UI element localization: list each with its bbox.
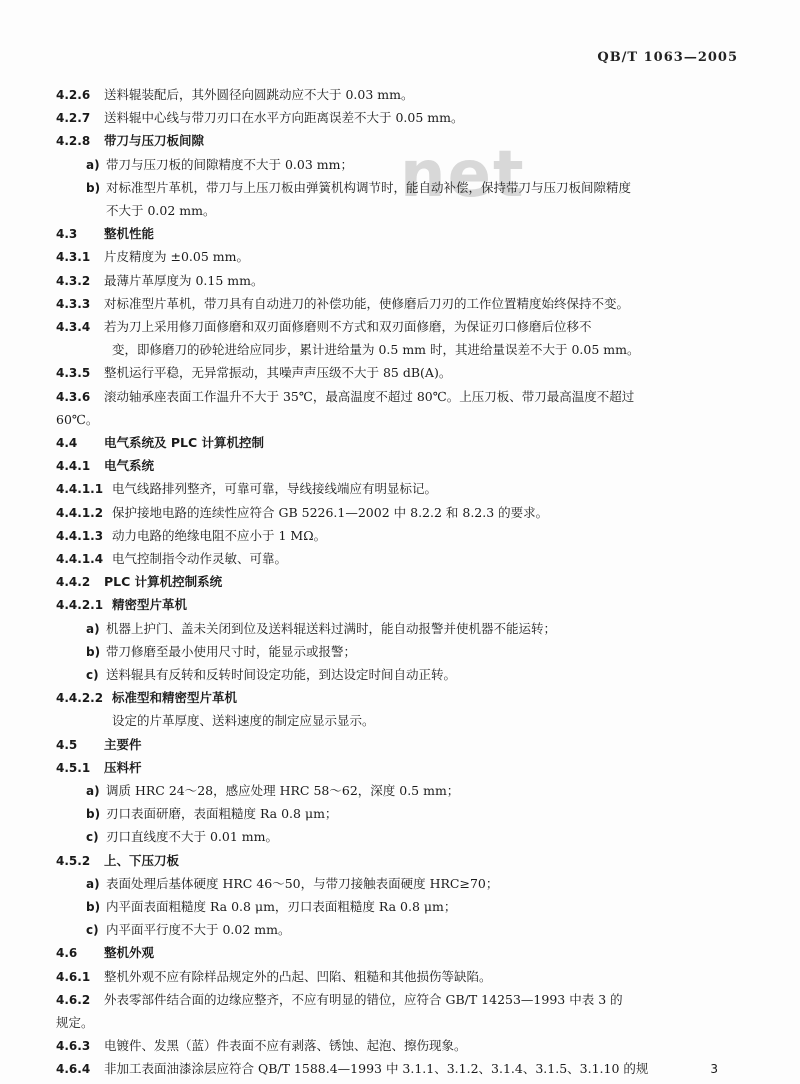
clause-line [0,155,800,175]
clause-text: 电镀件、发黑（蓝）件表面不应有剥落、锈蚀、起泡、擦伤现象。 [104,1038,467,1054]
clause-text: 整机外观不应有除样品规定外的凸起、凹陷、粗糙和其他损伤等缺陷。 [104,968,492,984]
clause-line [0,526,800,546]
clause-text: 动力电路的绝缘电阻不应小于 1 MΩ。 [112,527,327,543]
item-label: b) [86,900,101,914]
clause-text: 带刀与压刀板的间隙精度不大于 0.03 mm； [106,156,353,172]
clause-number: 4.6.2 [56,992,91,1007]
clause-number: 4.3.2 [56,273,91,288]
clause-number: 4.2.8 [56,134,91,149]
clause-text: 表面处理后基体硬度 HRC 46～50，与带刀接触表面硬度 HRC≥70； [106,875,499,891]
clause-text: 整机运行平稳，无异常振动，其噪声声压级不大于 85 dB(A)。 [104,365,452,381]
clause-text: 上、下压刀板 [104,852,180,868]
clause-text: 60℃。 [56,411,99,427]
clause-number: 4.2.7 [56,111,91,126]
clause-text: 保护接地电路的连续性应符合 GB 5226.1—2002 中 8.2.2 和 8.2.3 的要求。 [112,504,549,520]
clause-line [0,711,800,731]
clause-line [0,827,800,847]
clause-text: 片皮精度为 ±0.05 mm。 [104,249,249,265]
clause-line [0,665,800,685]
clause-text: 刃口表面研磨，表面粗糙度 Ra 0.8 μm； [106,806,338,822]
clause-line [0,363,800,383]
clause-text: 电气系统 [104,458,155,474]
section-heading [0,758,800,778]
clause-text: 机器上护门、盖未关闭到位及送料辊送料过满时，能自动报警并使机器不能运转； [106,620,557,636]
clause-number: 4.3.6 [56,389,91,404]
clause-text: 最薄片革厚度为 0.15 mm。 [104,272,264,288]
clause-line [0,201,800,221]
clause-text: PLC 计算机控制系统 [104,574,223,590]
item-label: a) [86,157,100,172]
clause-number: 4.5.1 [56,760,91,775]
clause-line [0,804,800,824]
section-heading [0,735,800,755]
clause-text: 刃口直线度不大于 0.01 mm。 [106,829,278,845]
clause-text: 不大于 0.02 mm。 [106,203,216,218]
clause-text: 电气系统及 PLC 计算机控制 [104,435,265,450]
clause-text: 带刀修磨至最小使用尺寸时，能显示或报警； [106,643,357,659]
clause-text: 变，即修磨刀的砂轮进给应同步，累计进给量为 0.5 mm 时，其进给量误差不大于 0.05 mm。 [112,342,640,358]
clause-number: 4.6 [56,946,78,961]
section-heading [0,572,800,592]
clause-line [0,1013,800,1033]
clause-line [0,108,800,128]
clause-number: 4.4.1.1 [56,482,104,497]
clause-text: 调质 HRC 24～28，感应处理 HRC 58～62，深度 0.5 mm； [106,783,460,798]
clause-number: 4.6.3 [56,1039,91,1054]
clause-text: 非加工表面油漆涂层应符合 QB/T 1588.4—1993 中 3.1.1、3.1.2、3.1.4、3.1.5、3.1.10 的规 [104,1061,649,1077]
item-label: a) [86,876,100,891]
clause-text: 精密型片革机 [112,597,188,613]
section-heading [0,595,800,615]
clause-line [0,294,800,314]
clause-text: 对标准型片革机，带刀具有自动进刀的补偿功能，使修磨后刀刃的工作位置精度始终保持不变。 [104,295,630,311]
clause-line [0,874,800,894]
clause-number: 4.5.2 [56,853,91,868]
clause-line [0,317,800,337]
clause-line [0,619,800,639]
item-label: b) [86,180,101,195]
clause-text: 压料杆 [104,759,142,775]
page-number: 3 [710,1062,718,1076]
clause-number: 4.6.1 [56,969,91,984]
clause-number: 4.3.5 [56,366,91,381]
clause-number: 4.3.4 [56,320,91,334]
section-heading [0,433,800,453]
clause-text: 内平面表面粗糙度 Ra 0.8 μm，刃口表面粗糙度 Ra 0.8 μm； [106,899,457,914]
clause-line [0,479,800,499]
clause-number: 4.2.6 [56,88,91,102]
clause-text: 标准型和精密型片革机 [112,690,238,706]
item-label: c) [86,830,99,845]
clause-text: 带刀与压刀板间隙 [104,133,205,149]
clause-number: 4.3.3 [56,296,91,311]
section-heading [0,851,800,871]
clause-line [0,340,800,360]
item-label: c) [86,668,99,682]
clause-number: 4.4.1.2 [56,505,104,520]
clause-line [0,410,800,430]
clause-line [0,990,800,1010]
clause-number: 4.4.1.4 [56,552,104,566]
clause-number: 4.4.1 [56,459,91,474]
clause-text: 送料辊装配后，其外圆径向圆跳动应不大于 0.03 mm。 [104,87,414,102]
watermark: net [400,138,526,212]
clause-line [0,781,800,801]
clause-text: 对标准型片革机，带刀与上压刀板由弹簧机构调节时，能自动补偿，保持带刀与压刀板间隙精度 [106,179,632,195]
document-code: QB/T 1063—2005 [597,50,738,65]
section-heading [0,131,800,151]
clause-text: 电气控制指令动作灵敏、可靠。 [112,551,288,566]
clause-line [0,1036,800,1056]
clause-line [0,920,800,940]
clause-number: 4.3.1 [56,250,91,265]
clause-text: 电气线路排列整齐，可靠可靠，导线接线端应有明显标记。 [112,481,438,497]
clause-number: 4.4.1.3 [56,528,104,543]
clause-text: 内平面平行度不大于 0.02 mm。 [106,922,291,938]
clause-line [0,85,800,105]
item-label: b) [86,807,101,822]
clause-text: 主要件 [104,736,142,752]
section-heading [0,943,800,963]
item-label: c) [86,923,99,938]
clause-number: 4.4 [56,436,78,450]
clause-number: 4.4.2.2 [56,691,104,706]
clause-line [0,549,800,569]
item-label: a) [86,784,100,798]
clause-line [0,247,800,267]
item-label: b) [86,644,101,659]
clause-text: 外表零部件结合面的边缘应整齐，不应有明显的错位，应符合 GB/T 14253—1993 中表 3 的 [104,991,623,1007]
clause-line [0,271,800,291]
section-heading [0,224,800,244]
clause-line [0,967,800,987]
clause-number: 4.4.2.1 [56,598,104,613]
clause-line [0,897,800,917]
clause-line [0,387,800,407]
clause-line [0,178,800,198]
clause-number: 4.4.2 [56,575,91,590]
clause-text: 整机性能 [104,226,155,242]
item-label: a) [86,621,100,636]
clause-number: 4.5 [56,737,78,752]
clause-number: 4.6.4 [56,1062,91,1077]
clause-line [0,642,800,662]
clause-text: 设定的片革厚度、送料速度的制定应显示显示。 [112,713,375,729]
clause-text: 滚动轴承座表面工作温升不大于 35℃，最高温度不超过 80℃。上压刀板、带刀最高温度不超过 [104,388,635,404]
clause-text: 规定。 [56,1015,94,1030]
clause-number: 4.3 [56,227,78,242]
clause-line [0,1059,800,1079]
section-heading [0,688,800,708]
section-heading [0,456,800,476]
clause-text: 若为刀上采用修刀面修磨和双刃面修磨则不方式和双刃面修磨，为保证刃口修磨后位移不 [104,319,592,334]
clause-text: 送料辊具有反转和反转时间设定功能，到达设定时间自动正转。 [106,667,457,682]
clause-line [0,503,800,523]
clause-text: 送料辊中心线与带刀刃口在水平方向距离误差不大于 0.05 mm。 [104,110,464,126]
clause-text: 整机外观 [104,945,155,961]
